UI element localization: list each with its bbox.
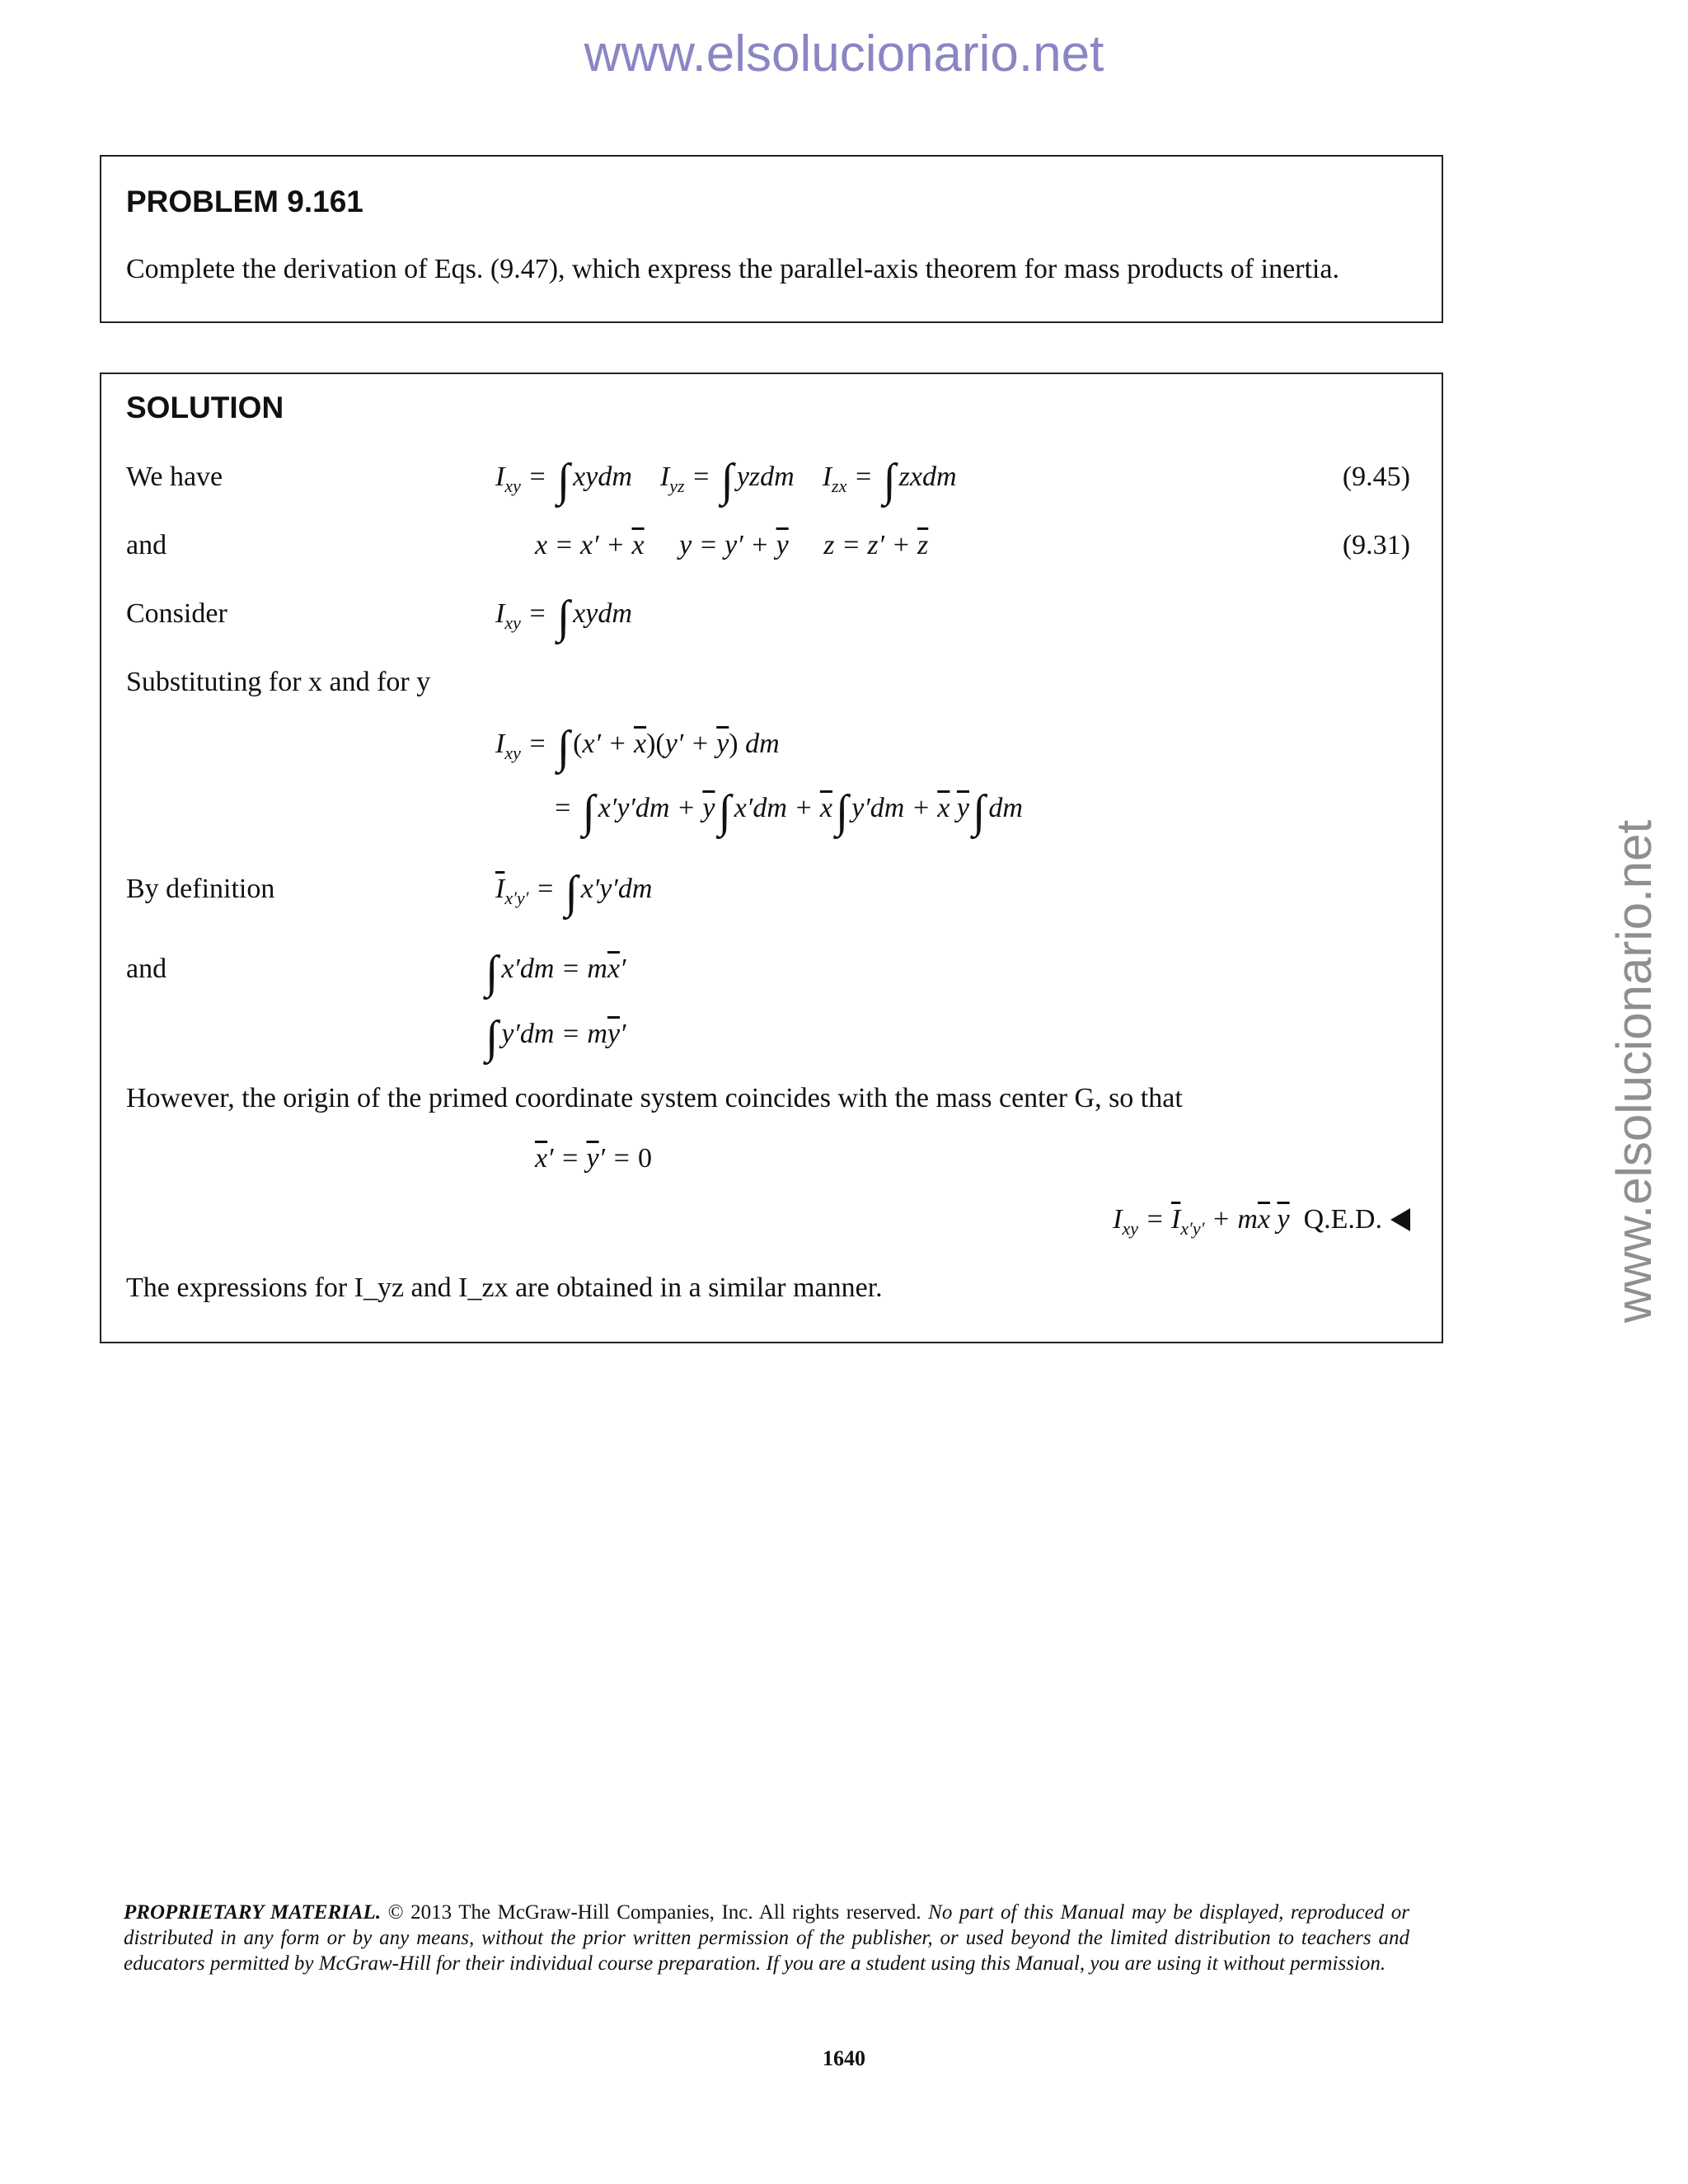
equation-first-moment-y: ∫ $y'dm = m\overline{y}'$ bbox=[485, 1012, 626, 1063]
label-we-have: We have bbox=[126, 462, 223, 492]
equation-consider-ixy: $I_{xy}$ = ∫ xydm bbox=[495, 592, 632, 643]
equation-product-definitions: $I_{xy}$ = ∫ xydm $I_{yz}$ = ∫ yzdm $I_{zx}$ = ∫ zxdm bbox=[495, 455, 957, 506]
footer-copyright: © 2013 The McGraw-Hill Companies, Inc. All rights reserved. bbox=[387, 1901, 921, 1924]
closing-text: The expressions for I_yz and I_zx are obtained in a similar manner. bbox=[126, 1272, 883, 1303]
answer-marker-icon bbox=[1390, 1208, 1410, 1231]
solution-heading: SOLUTION bbox=[126, 391, 284, 424]
equation-first-moment-x: ∫ $x'dm = m\overline{x}'$ bbox=[485, 947, 626, 998]
equation-substitution-2: = ∫ $x'y'dm + \overline{y}\int$ $x'dm + \overline{x}\int$ $y'dm + \overline{x}$ $\overline{y}\int$ dm bbox=[553, 786, 1023, 837]
label-substituting: Substituting for x and for y bbox=[126, 667, 431, 697]
text-however: However, the origin of the primed coordinate system coincides with the mass center G, so that bbox=[126, 1083, 1183, 1113]
equation-number-931: (9.31) bbox=[1342, 530, 1410, 560]
qed-label: Q.E.D. bbox=[1303, 1204, 1382, 1235]
problem-box bbox=[100, 155, 1443, 323]
page-number: 1640 bbox=[823, 2046, 865, 2070]
equation-result: $I_{xy} = \overline{I}_{x'y'} + m\overline{x}$ $\overline{y}$ Q.E.D. bbox=[1113, 1204, 1410, 1240]
watermark-top: www.elsolucionario.net bbox=[584, 26, 1104, 82]
label-by-definition: By definition bbox=[126, 874, 275, 904]
label-and-2: and bbox=[126, 954, 167, 984]
copyright-footer bbox=[124, 1900, 1409, 1976]
problem-statement: Complete the derivation of Eqs. (9.47), which express the parallel-axis theorem for mass products of inertia. bbox=[126, 254, 1339, 284]
equation-substitution-1: $I_{xy}$ = ∫ $(x' + \overline{x})(y' + \overline{y})$ dm bbox=[495, 722, 780, 773]
equation-coordinate-transform: $x = x' + \overline{x}$ $y = y' + \overline{y}$ $z = z' + \overline{z}$ bbox=[535, 530, 929, 560]
label-and-1: and bbox=[126, 530, 167, 560]
watermark-side: www.elsolucionario.net bbox=[1606, 819, 1662, 1324]
label-consider: Consider bbox=[126, 598, 227, 629]
footer-lead: PROPRIETARY MATERIAL. bbox=[124, 1901, 382, 1924]
equation-number-945: (9.45) bbox=[1342, 462, 1410, 492]
equation-zero-centroid: $\overline{x}' = \overline{y}' = 0$ bbox=[535, 1143, 652, 1174]
problem-heading: PROBLEM 9.161 bbox=[126, 185, 363, 218]
footer-notice: No part of this Manual may be displayed, reproduced or distributed in any form or by any means, without the prior written permission of the publisher, or used beyond the limited distribution to teachers and educators permitted by McGraw-Hill for their individual course preparation. If you are a student using this Manual, you are using it without permission. bbox=[124, 1901, 1409, 1975]
solution-box bbox=[100, 373, 1443, 1343]
equation-centroidal-product: $\overline{I}_{x'y'}$ = ∫ x′y′dm bbox=[495, 867, 653, 918]
